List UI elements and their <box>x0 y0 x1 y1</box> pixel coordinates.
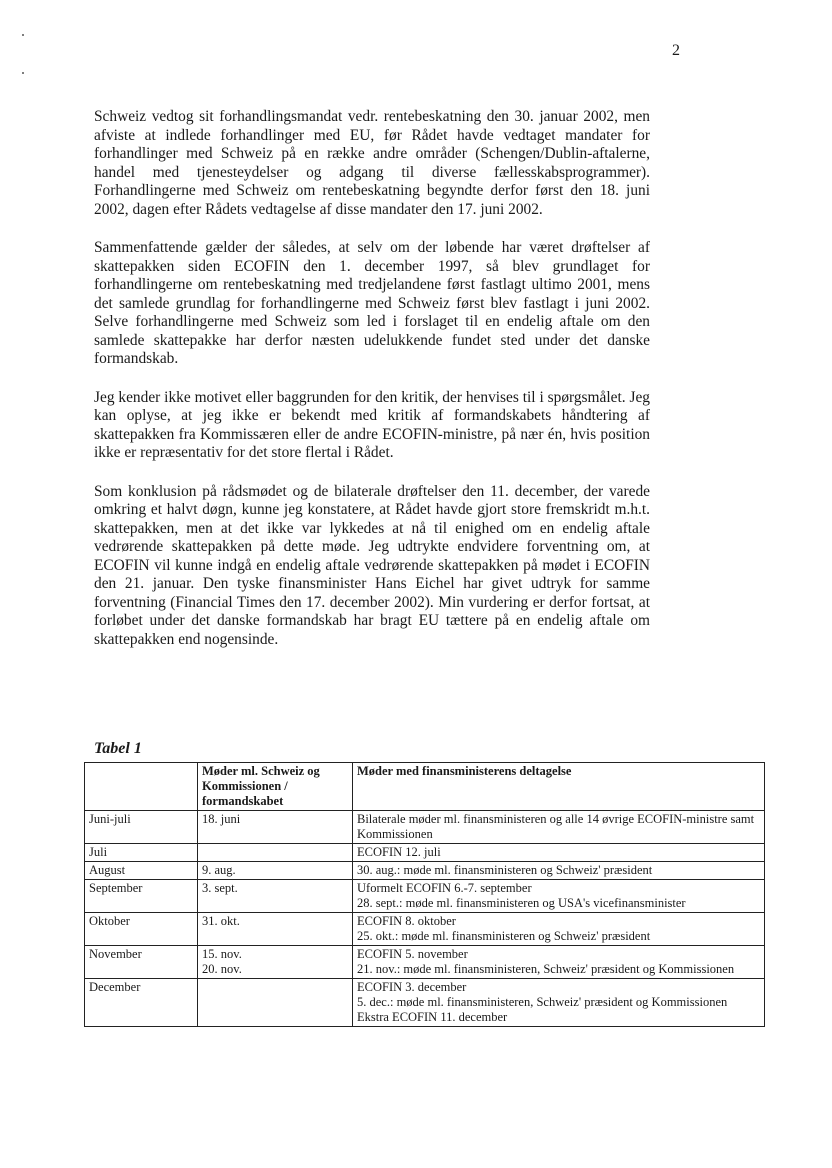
swiss-meeting-date: 9. aug. <box>202 863 236 877</box>
swiss-meeting-date: 15. nov. <box>202 947 242 961</box>
meetings-table <box>84 762 765 1027</box>
cell-month: August <box>85 862 198 880</box>
cell-swiss-meetings <box>198 979 353 1027</box>
paragraph: Schweiz vedtog sit forhandlingsmandat vedr. rentebeskatning den 30. januar 2002, men afviste at indlede forhandlinger med EU, før Rådet havde vedtaget mandater for forhandlinger med Schweiz på en række andre områder (Schengen/Dublin-aftalerne, handel med tjenesteydelser og adgang til diverse fællesskabsprogrammer). Forhandlingerne med Schweiz om rentebeskatning begyndte derfor først den 18. juni 2002, dagen efter Rådets vedtagelse af disse mandater den 17. juni 2002. <box>94 108 650 218</box>
cell-minister-meetings <box>353 880 765 913</box>
table-header-row <box>85 763 765 811</box>
minister-meeting-entry: 30. aug.: møde ml. finansministeren og Schweiz' præsident <box>357 863 653 877</box>
table-row <box>85 880 765 913</box>
scan-speck <box>22 72 24 74</box>
table-row <box>85 946 765 979</box>
cell-month: December <box>85 979 198 1027</box>
swiss-meeting-date: 18. juni <box>202 812 241 826</box>
table-row <box>85 811 765 844</box>
minister-meeting-entry: 28. sept.: møde ml. finansministeren og USA's vicefinansminister <box>357 896 686 910</box>
cell-swiss-meetings <box>198 862 353 880</box>
scan-speck <box>22 34 24 36</box>
paragraph: Sammenfattende gælder der således, at selv om der løbende har været drøftelser af skattepakken siden ECOFIN den 1. december 1997, så blev grundlaget for forhandlingerne om rentebeskatning med tredjelandene først fastlagt ultimo 2001, mens det samlede grundlag for forhandlingerne med Schweiz først blev fastlagt i juni 2002. Selve forhandlingerne med Schweiz som led i forslaget til en endelig aftale om den samlede skattepakke har derfor næsten udelukkende fundet sted under det danske formandskab. <box>94 239 650 367</box>
minister-meeting-entry: Ekstra ECOFIN 11. december <box>357 1010 508 1024</box>
minister-meeting-entry: ECOFIN 12. juli <box>357 845 441 859</box>
cell-month: Juli <box>85 844 198 862</box>
header-minister-meetings: Møder med finansministerens deltagelse <box>353 763 765 811</box>
cell-month: Oktober <box>85 913 198 946</box>
cell-swiss-meetings <box>198 811 353 844</box>
page-number: 2 <box>672 42 680 59</box>
minister-meeting-entry: ECOFIN 5. november <box>357 947 468 961</box>
paragraph: Jeg kender ikke motivet eller baggrunden for den kritik, der henvises til i spørgsmålet. Jeg kan oplyse, at jeg ikke er bekendt med kritik af formandskabets håndtering af skattepakken fra Kommissæren eller de andre ECOFIN-ministre, på nær én, hvis position ikke er repræsentativ for det store flertal i Rådet. <box>94 388 650 461</box>
cell-minister-meetings <box>353 979 765 1027</box>
cell-minister-meetings <box>353 946 765 979</box>
cell-minister-meetings <box>353 811 765 844</box>
paragraph: Som konklusion på rådsmødet og de bilaterale drøftelser den 11. december, der varede omkring et halvt døgn, kunne jeg konstatere, at Rådet havde gjort store fremskridt m.h.t. skattepakken, men at det ikke var lykkedes at nå til enighed om en endelig aftale vedrørende skattepakken på dette møde. Jeg udtrykte endvidere forventning om, at ECOFIN vil kunne indgå en endelig aftale vedrørende skattepakken på mødet i ECOFIN den 21. januar. Den tyske finansminister Hans Eichel har givet udtryk for samme forventning (Financial Times den 17. december 2002). Min vurdering er derfor fortsat, at forløbet under det danske formandskab har bragt EU tættere på en endelig aftale om skattepakken end nogensinde. <box>94 482 650 648</box>
cell-swiss-meetings <box>198 913 353 946</box>
header-month <box>85 763 198 811</box>
swiss-meeting-date: 20. nov. <box>202 962 242 976</box>
cell-month: Juni-juli <box>85 811 198 844</box>
minister-meeting-entry: Uformelt ECOFIN 6.-7. september <box>357 881 532 895</box>
cell-swiss-meetings <box>198 946 353 979</box>
cell-month: November <box>85 946 198 979</box>
header-swiss-meetings: Møder ml. Schweiz og Kommissionen / formandskabet <box>198 763 353 811</box>
swiss-meeting-date: 31. okt. <box>202 914 240 928</box>
cell-swiss-meetings <box>198 880 353 913</box>
minister-meeting-entry: ECOFIN 3. december <box>357 980 467 994</box>
minister-meeting-entry: ECOFIN 8. oktober <box>357 914 456 928</box>
cell-minister-meetings <box>353 913 765 946</box>
table-row <box>85 979 765 1027</box>
table-title: Tabel 1 <box>94 740 142 757</box>
minister-meeting-entry: Bilaterale møder ml. finansministeren og alle 14 øvrige ECOFIN-ministre samt Kommissionen <box>357 812 755 841</box>
cell-month: September <box>85 880 198 913</box>
minister-meeting-entry: 25. okt.: møde ml. finansministeren og Schweiz' præsident <box>357 929 651 943</box>
table-row <box>85 862 765 880</box>
table-row <box>85 913 765 946</box>
cell-minister-meetings <box>353 862 765 880</box>
minister-meeting-entry: 21. nov.: møde ml. finansministeren, Schweiz' præsident og Kommissionen <box>357 962 735 976</box>
table-row <box>85 844 765 862</box>
minister-meeting-entry: 5. dec.: møde ml. finansministeren, Schweiz' præsident og Kommissionen <box>357 995 728 1009</box>
body-text <box>94 108 650 649</box>
cell-swiss-meetings <box>198 844 353 862</box>
swiss-meeting-date: 3. sept. <box>202 881 238 895</box>
cell-minister-meetings <box>353 844 765 862</box>
